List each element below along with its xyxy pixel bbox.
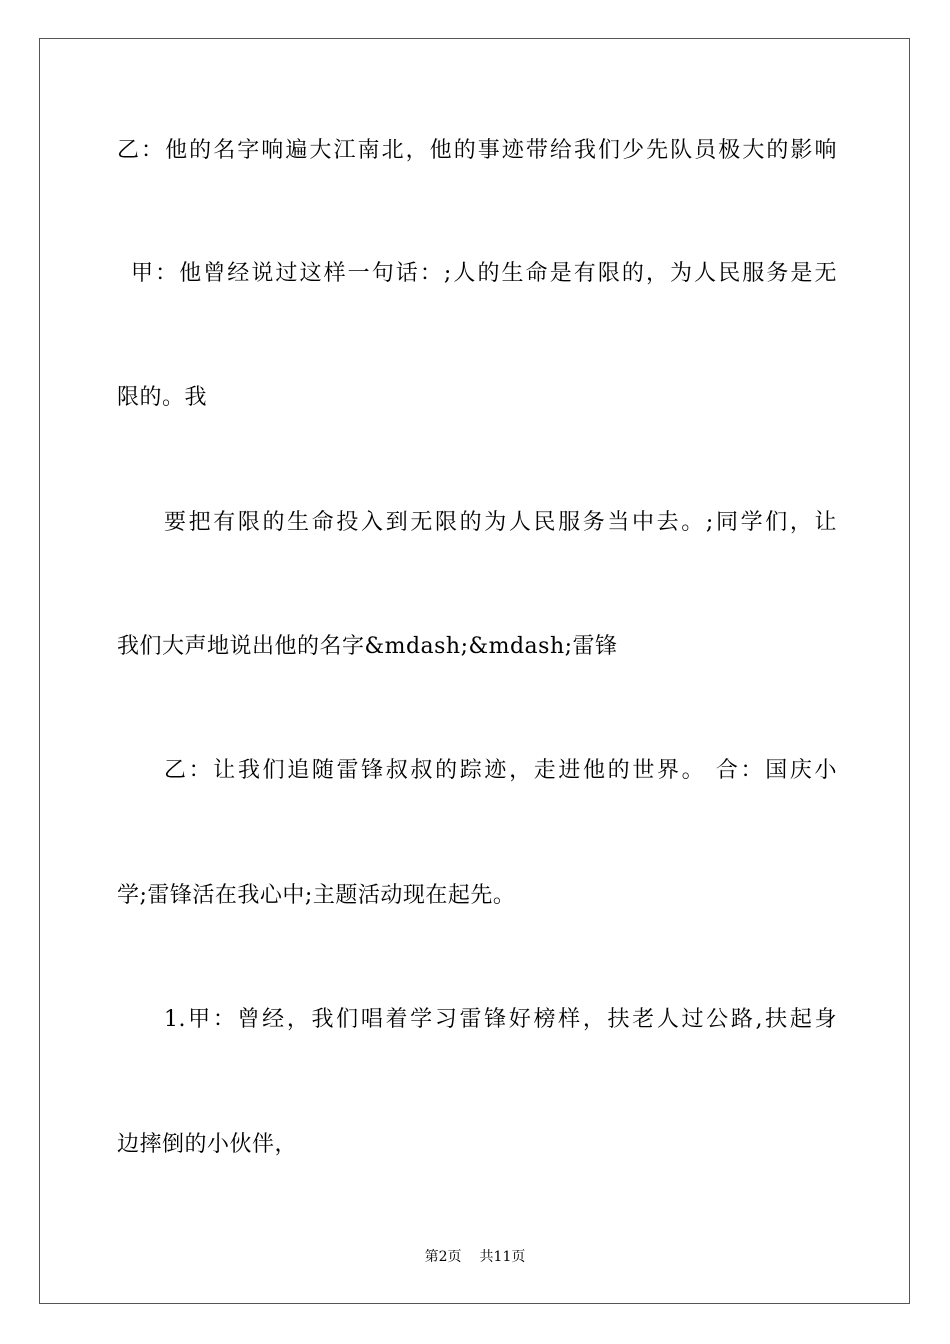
text-line-7: 学;雷锋活在我心中;主题活动现在起先。 [117, 883, 516, 908]
text-line-1: 乙：他的名字响遍大江南北，他的事迹带给我们少先队员极大的影响 [117, 138, 837, 163]
text-line-3: 限的。我 [117, 385, 208, 410]
text-line-6: 乙：让我们追随雷锋叔叔的踪迹，走进他的世界。 合：国庆小 [164, 758, 837, 783]
text-line-4: 要把有限的生命投入到无限的为人民服务当中去。;同学们，让 [164, 510, 837, 535]
page-total: 共11页 [479, 1249, 526, 1265]
text-line-8: 1.甲：曾经，我们唱着学习雷锋好榜样，扶老人过公路,扶起身 [164, 1007, 837, 1032]
page-footer [0, 1248, 950, 1266]
page-border [39, 38, 910, 1304]
page-number: 第2页 [424, 1249, 462, 1265]
text-line-2: 甲：他曾经说过这样一句话：;人的生命是有限的，为人民服务是无 [131, 261, 837, 286]
text-line-9: 边摔倒的小伙伴， [117, 1132, 298, 1157]
text-line-5: 我们大声地说出他的名字&mdash;&mdash;雷锋 [117, 634, 618, 659]
